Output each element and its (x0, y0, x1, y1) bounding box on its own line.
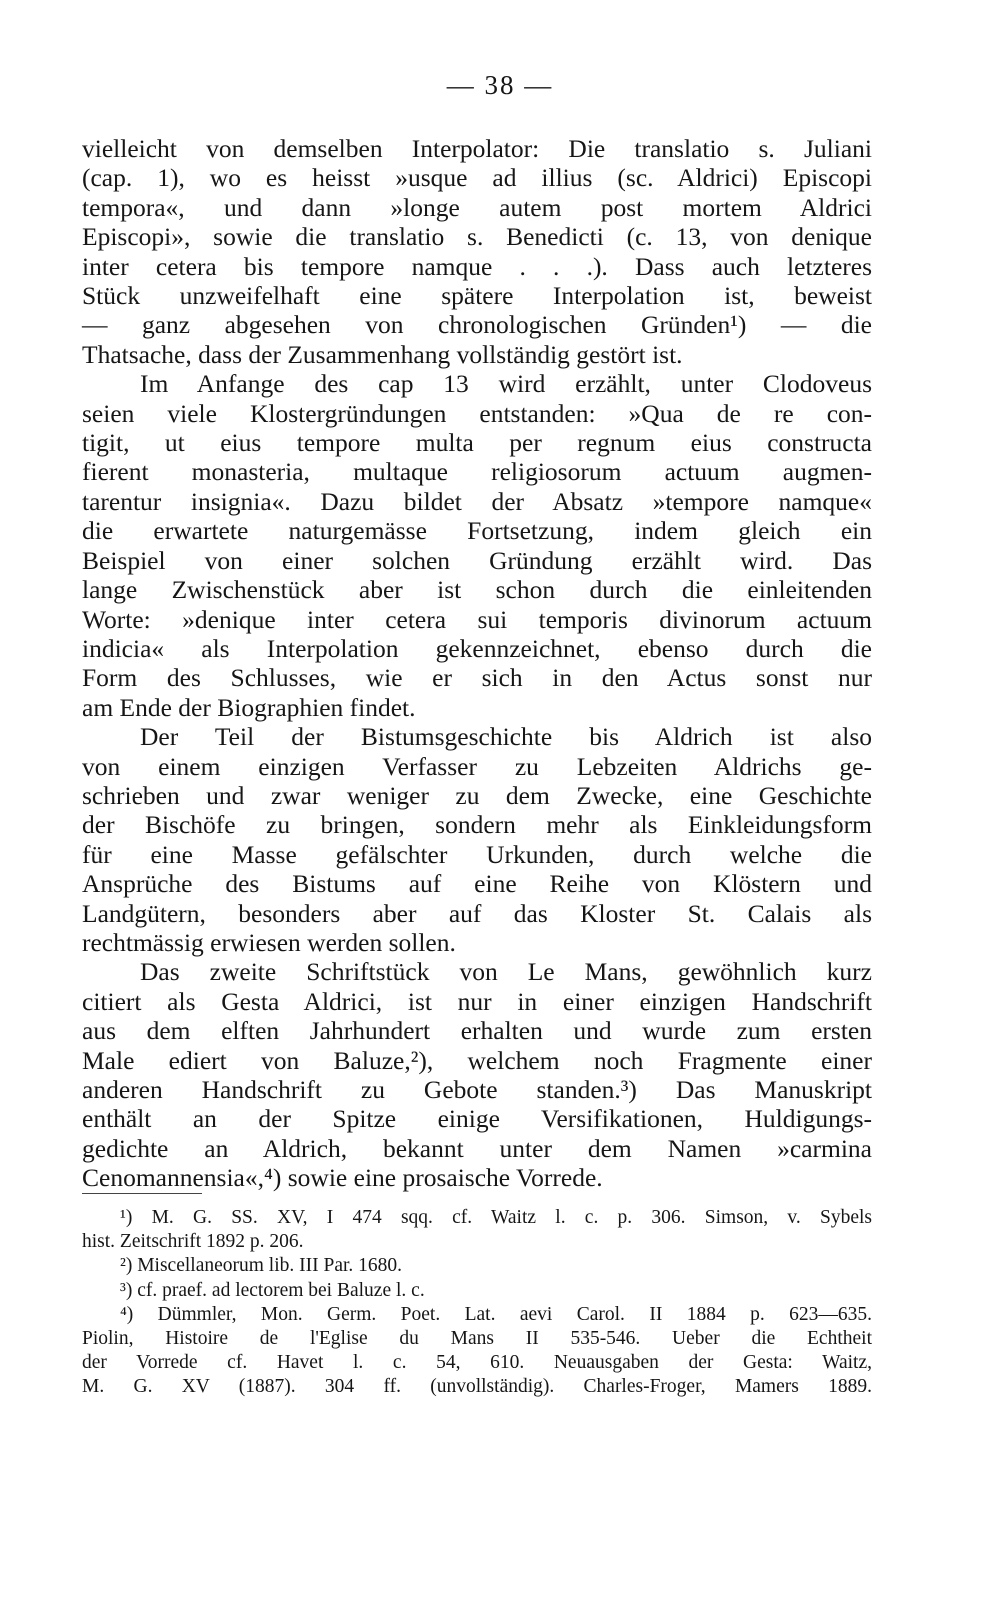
footnote-4-continuation: der Vorrede cf. Havet l. c. 54, 610. Neuausgaben der Gesta: Waitz, (82, 1352, 872, 1374)
footnote-divider (82, 1193, 202, 1194)
text-line: anderen Handschrift zu Gebote standen.³) Das Manuskript (82, 1075, 872, 1104)
text-line: Episcopi», sowie die translatio s. Benedicti (c. 13, von denique (82, 222, 872, 252)
text-line: aus dem elften Jahrhundert erhalten und wurde zum ersten (82, 1016, 872, 1046)
paragraph-start: Das zweite Schriftstück von Le Mans, gewöhnlich kurz (140, 957, 872, 987)
footnotes (82, 1206, 872, 1400)
text-line: Thatsache, dass der Zusammenhang vollständig gestört ist. (82, 339, 683, 369)
text-line: citiert als Gesta Aldrici, ist nur in einer einzigen Handschrift (82, 986, 872, 1016)
text-line: enthält an der Spitze einige Versifikationen, Huldigungs- (82, 1104, 872, 1134)
paragraph-start: Im Anfange des cap 13 wird erzählt, unter Clodoveus (140, 369, 872, 399)
text-line: schrieben und zwar weniger zu dem Zwecke, eine Geschichte (82, 780, 872, 810)
footnote-2: ²) Miscellaneorum lib. III Par. 1680. (120, 1255, 403, 1277)
text-line: Stück unzweifelhaft eine spätere Interpolation ist, beweist (82, 281, 872, 311)
text-line: tarentur insignia«. Dazu bildet der Absatz »tempore namque« (82, 486, 872, 516)
text-line: inter cetera bis tempore namque . . .). Dass auch letzteres (82, 251, 872, 281)
text-line: Cenomannensia«,⁴) sowie eine prosaische Vorrede. (82, 1163, 603, 1193)
text-line: fierent monasteria, multaque religiosorum actuum augmen- (82, 457, 872, 487)
text-line: Worte: »denique inter cetera sui temporis divinorum actuum (82, 604, 872, 634)
text-line: (cap. 1), wo es heisst »usque ad illius (sc. Aldrici) Episcopi (82, 163, 872, 193)
text-line: für eine Masse gefälschter Urkunden, durch welche die (82, 839, 872, 869)
text-line: Form des Schlusses, wie er sich in den Actus sonst nur (82, 663, 872, 693)
text-line: die erwartete naturgemässe Fortsetzung, indem gleich ein (82, 516, 872, 546)
text-line: tempora«, und dann »longe autem post mortem Aldrici (82, 192, 872, 222)
text-line: von einem einzigen Verfasser zu Lebzeiten Aldrichs ge- (82, 751, 872, 781)
text-line: rechtmässig erwiesen werden sollen. (82, 927, 456, 957)
footnote-4-continuation: M. G. XV (1887). 304 ff. (unvollständig). Charles-Froger, Mamers 1889. (82, 1376, 872, 1398)
text-line: Ansprüche des Bistums auf eine Reihe von Klöstern und (82, 869, 872, 899)
text-line: Landgütern, besonders aber auf das Kloster St. Calais als (82, 898, 872, 928)
footnote-4-continuation: Piolin, Histoire de l'Eglise du Mans II 535-546. Ueber die Echtheit (82, 1328, 872, 1350)
footnote-3: ³) cf. praef. ad lectorem bei Baluze l. c. (120, 1279, 425, 1301)
text-line: gedichte an Aldrich, bekannt unter dem Namen »carmina (82, 1133, 872, 1163)
footnote-1-continuation: hist. Zeitschrift 1892 p. 206. (82, 1231, 304, 1253)
text-line: am Ende der Biographien findet. (82, 692, 416, 722)
text-line: indicia« als Interpolation gekennzeichnet, ebenso durch die (82, 633, 872, 663)
text-line: vielleicht von demselben Interpolator: Die translatio s. Juliani (82, 134, 872, 163)
page-number: — 38 — (446, 70, 554, 100)
text-line: Beispiel von einer solchen Gründung erzählt wird. Das (82, 545, 872, 575)
text-line: — ganz abgesehen von chronologischen Gründen¹) — die (82, 310, 872, 340)
footnote-1: ¹) M. G. SS. XV, I 474 sqq. cf. Waitz l. c. p. 306. Simson, v. Sybels (120, 1207, 872, 1228)
footnote-4: ⁴) Dümmler, Mon. Germ. Poet. Lat. aevi Carol. II 1884 p. 623—635. (120, 1303, 872, 1325)
text-line: tigit, ut eius tempore multa per regnum eius constructa (82, 428, 872, 458)
text-line: Male ediert von Baluze,²), welchem noch Fragmente einer (82, 1045, 872, 1075)
text-line: der Bischöfe zu bringen, sondern mehr als Einkleidungsform (82, 810, 872, 840)
text-line: seien viele Klostergründungen entstanden: »Qua de re con- (82, 398, 872, 428)
paragraph-start: Der Teil der Bistumsgeschichte bis Aldrich ist also (140, 722, 872, 752)
text-line: lange Zwischenstück aber ist schon durch die einleitenden (82, 575, 872, 605)
body-text (82, 134, 872, 1193)
